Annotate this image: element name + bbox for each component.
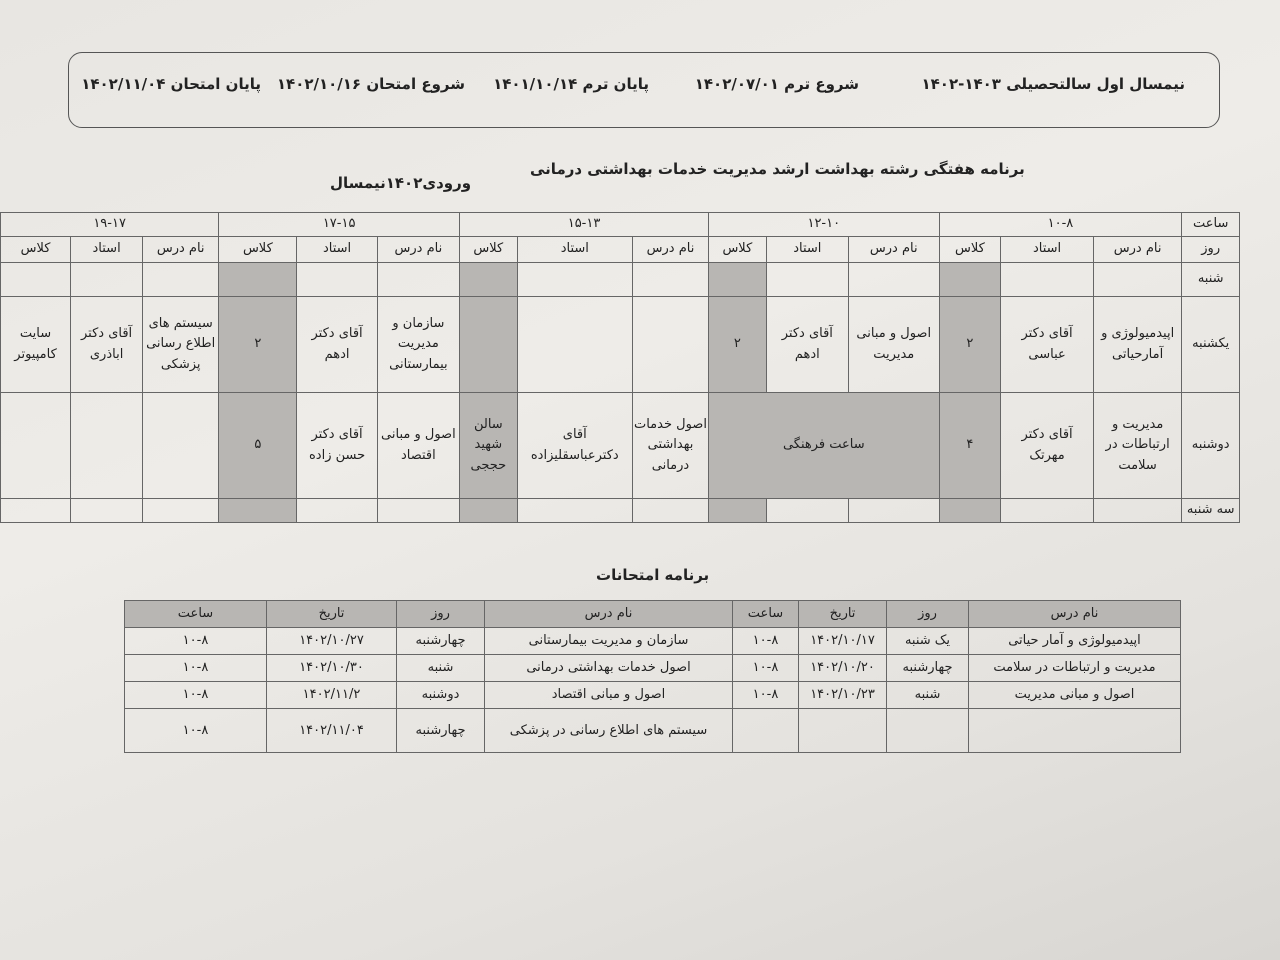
exam-course: اصول و مبانی مدیریت (969, 682, 1181, 709)
cell-class: ۲ (939, 297, 1001, 393)
cell-class: ۴ (939, 393, 1001, 499)
cell-teacher: آقای دکتر مهرتک (1001, 393, 1094, 499)
col-teacher: استاد (71, 237, 143, 263)
term-end: پایان ترم ۱۴۰۱/۱۰/۱۴ (493, 75, 649, 93)
term-label: نیمسال اول سالتحصیلی ۱۴۰۳-۱۴۰۲ (921, 75, 1185, 93)
exam-day: چهارشنبه (397, 709, 485, 753)
day-sunday: یکشنبه (1182, 297, 1240, 393)
exam-time: ۱۰-۸ (125, 655, 267, 682)
day-tuesday: سه شنبه (1182, 499, 1240, 523)
row-tuesday (1, 499, 1240, 523)
col-course: نام درس (848, 237, 939, 263)
exam-day: شنبه (397, 655, 485, 682)
exam-course: مدیریت و ارتباطات در سلامت (969, 655, 1181, 682)
exam-time: ۱۰-۸ (125, 709, 267, 753)
exam-time: ۱۰-۸ (733, 682, 799, 709)
col-class: کلاس (939, 237, 1001, 263)
exam-day: یک شنبه (887, 628, 969, 655)
col-course: نام درس (377, 237, 459, 263)
exam-date: ۱۴۰۲/۱۰/۲۳ (799, 682, 887, 709)
exam-course: اصول و مبانی اقتصاد (485, 682, 733, 709)
exam-row (125, 682, 1181, 709)
exam-col-date: تاریخ (799, 601, 887, 628)
day-label: روز (1182, 237, 1240, 263)
weekly-title: برنامه هفتگی رشته بهداشت ارشد مدیریت خدمات بهداشتی درمانی (530, 160, 1025, 178)
exam-col-day: روز (887, 601, 969, 628)
slot-2: ۱۲-۱۰ (709, 213, 939, 237)
exam-row (125, 628, 1181, 655)
exam-header-row (125, 601, 1181, 628)
cell-class: ۲ (219, 297, 297, 393)
col-teacher: استاد (517, 237, 632, 263)
cell-course: اپیدمیولوژی و آمارحیاتی (1093, 297, 1182, 393)
cell-class: سایت کامپیوتر (1, 297, 71, 393)
term-info-box (68, 52, 1220, 128)
exam-date: ۱۴۰۲/۱۰/۲۰ (799, 655, 887, 682)
exam-date: ۱۴۰۲/۱۰/۱۷ (799, 628, 887, 655)
exam-row (125, 709, 1181, 753)
exam-time: ۱۰-۸ (733, 655, 799, 682)
cell-course: سیستم های اطلاع رسانی پزشکی (143, 297, 219, 393)
exam-time: ۱۰-۸ (125, 628, 267, 655)
exam-col-course: نام درس (485, 601, 733, 628)
exams-title: برنامه امتحانات (596, 566, 710, 584)
slot-row (1, 213, 1240, 237)
cell-teacher: آقای دکتر ادهم (297, 297, 377, 393)
exam-time: ۱۰-۸ (125, 682, 267, 709)
slot-3: ۱۵-۱۳ (460, 213, 709, 237)
slot-5: ۱۹-۱۷ (1, 213, 219, 237)
row-monday (1, 393, 1240, 499)
exam-col-time: ساعت (125, 601, 267, 628)
exam-date: ۱۴۰۲/۱۰/۲۷ (267, 628, 397, 655)
cell-teacher: آقای دکتر ادهم (766, 297, 848, 393)
intake-title: ورودی۱۴۰۲نیمسال (330, 174, 472, 192)
exam-col-day: روز (397, 601, 485, 628)
exam-start: شروع امتحان ۱۴۰۲/۱۰/۱۶ (276, 75, 465, 93)
exam-day: شنبه (887, 682, 969, 709)
hour-label: ساعت (1182, 213, 1240, 237)
exam-date: ۱۴۰۲/۱۱/۲ (267, 682, 397, 709)
col-teacher: استاد (297, 237, 377, 263)
cultural-hour: ساعت فرهنگی (709, 393, 939, 499)
cell-course: سازمان و مدیریت بیمارستانی (377, 297, 459, 393)
col-class: کلاس (460, 237, 518, 263)
col-course: نام درس (1093, 237, 1182, 263)
exam-date: ۱۴۰۲/۱۰/۳۰ (267, 655, 397, 682)
cell-course: اصول خدمات بهداشتی درمانی (632, 393, 708, 499)
cell-course: مدیریت و ارتباطات در سلامت (1093, 393, 1182, 499)
exam-course: سازمان و مدیریت بیمارستانی (485, 628, 733, 655)
exam-course: سیستم های اطلاع رسانی در پزشکی (485, 709, 733, 753)
exam-col-course: نام درس (969, 601, 1181, 628)
slot-4: ۱۷-۱۵ (219, 213, 460, 237)
day-monday: دوشنبه (1182, 393, 1240, 499)
column-header-row (1, 237, 1240, 263)
cell-teacher: آقای دکتر حسن زاده (297, 393, 377, 499)
cell-teacher: آقای دکترعباسقلیزاده (517, 393, 632, 499)
exam-day: چهارشنبه (397, 628, 485, 655)
cell-teacher: آقای دکتر اباذری (71, 297, 143, 393)
exam-course: اصول خدمات بهداشتی درمانی (485, 655, 733, 682)
exam-col-time: ساعت (733, 601, 799, 628)
exam-day: چهارشنبه (887, 655, 969, 682)
exam-time: ۱۰-۸ (733, 628, 799, 655)
term-start: شروع ترم ۱۴۰۲/۰۷/۰۱ (694, 75, 859, 93)
col-class: کلاس (219, 237, 297, 263)
col-teacher: استاد (766, 237, 848, 263)
cell-class: سالن شهید حججی (460, 393, 518, 499)
exam-end: پایان امتحان ۱۴۰۲/۱۱/۰۴ (81, 75, 261, 93)
col-teacher: استاد (1001, 237, 1094, 263)
exam-course: اپیدمیولوژی و آمار حیاتی (969, 628, 1181, 655)
cell-class: ۵ (219, 393, 297, 499)
row-sunday (1, 297, 1240, 393)
exam-schedule-table (124, 600, 1181, 753)
exam-date: ۱۴۰۲/۱۱/۰۴ (267, 709, 397, 753)
row-saturday (1, 263, 1240, 297)
weekly-schedule-table (0, 212, 1240, 523)
col-class: کلاس (709, 237, 767, 263)
col-course: نام درس (632, 237, 708, 263)
exam-row (125, 655, 1181, 682)
cell-teacher: آقای دکتر عباسی (1001, 297, 1094, 393)
cell-course: اصول و مبانی اقتصاد (377, 393, 459, 499)
exam-day: دوشنبه (397, 682, 485, 709)
col-class: کلاس (1, 237, 71, 263)
cell-course: اصول و مبانی مدیریت (848, 297, 939, 393)
cell-class: ۲ (709, 297, 767, 393)
exam-col-date: تاریخ (267, 601, 397, 628)
day-saturday: شنبه (1182, 263, 1240, 297)
col-course: نام درس (143, 237, 219, 263)
slot-1: ۱۰-۸ (939, 213, 1182, 237)
